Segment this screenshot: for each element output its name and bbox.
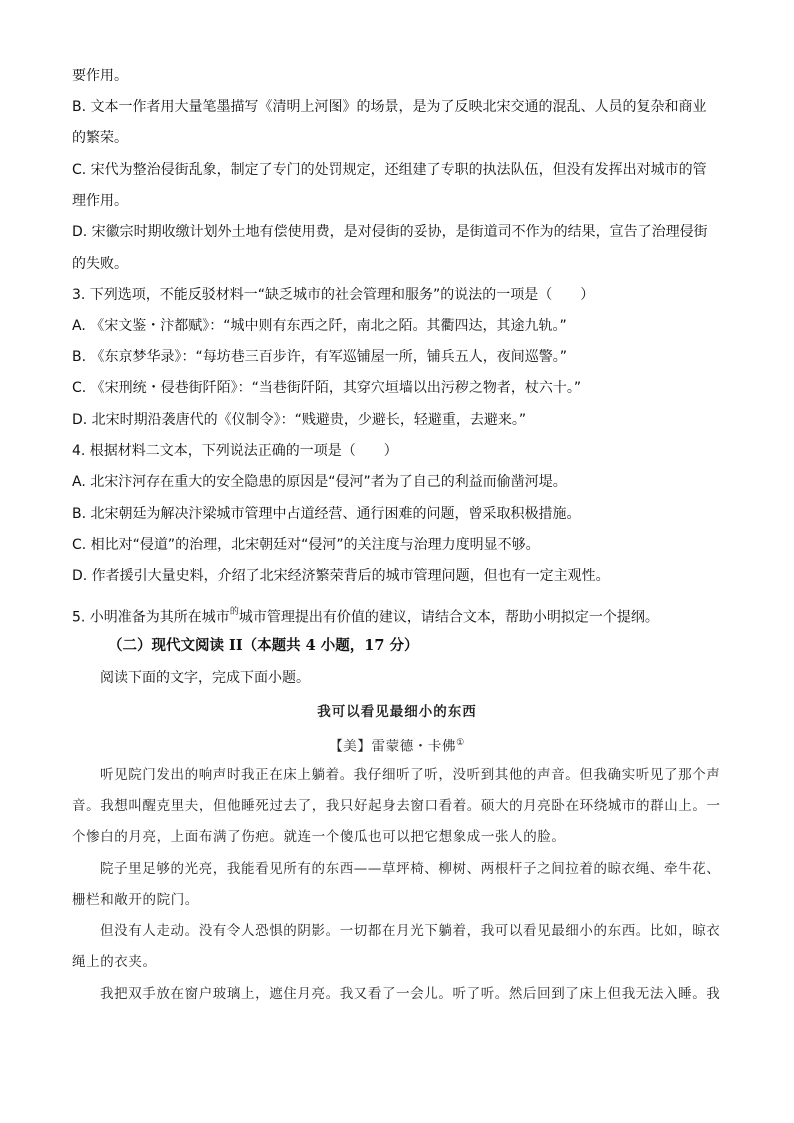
q5-text-after: 城市管理提出有价值的建议，请结合文本，帮助小明拟定一个提纲。 (238, 609, 659, 626)
story-author-note: ① (456, 738, 465, 748)
section2-heading: （二）现代文阅读 II（本题共 4 小题，17 分） (108, 637, 419, 654)
story-author (0, 733, 794, 757)
q3-option-a: A. 《宋文鉴・汴都赋》：“城中则有东西之阡，南北之陌。其衢四达，其途九轨。” (72, 318, 567, 334)
story-p1-line3: 个惨白的月亮，上面布满了伤疤。就连一个傻瓜也可以把它想象成一张人的脸。 (72, 829, 566, 845)
q3-option-d: D. 北宋时期沿袭唐代的《仪制令》：“贱避贵，少避长，轻避重，去避来。” (72, 412, 527, 428)
q3-option-c: C. 《宋刑统・侵巷街阡陌》：“当巷街阡陌，其穿穴垣墙以出污秽之物者，杖六十。” (72, 380, 582, 396)
q5-question (72, 604, 659, 628)
q5-de-mark: 的 (229, 607, 239, 617)
story-p1-line1: 听见院门发出的响声时我正在床上躺着。我仔细听了听，没听到其他的声音。但我确实听见了那个声 (100, 767, 721, 783)
q2-option-a-continuation: 要作用。 (72, 68, 128, 84)
q2-option-b-line1: B. 文本一作者用大量笔墨描写《清明上河图》的场景，是为了反映北宋交通的混乱、人员的复杂和商业 (72, 99, 707, 115)
story-p3-line1: 但没有人走动。没有令人恐惧的阴影。一切都在月光下躺着，我可以看见最细小的东西。比如，晾衣 (100, 923, 721, 939)
story-author-name: 【美】雷蒙德・卡佛 (329, 738, 457, 755)
story-p2-line1: 院子里足够的光亮，我能看见所有的东西——草坪椅、柳树、两根杆子之间拉着的晾衣绳、牵牛花、 (100, 861, 721, 877)
q2-option-c-line2: 理作用。 (72, 193, 128, 209)
section2-instruction: 阅读下面的文字，完成下面小题。 (100, 670, 310, 686)
q5-text-before: 5. 小明准备为其所在城市 (72, 609, 230, 626)
q2-option-c-line1: C. 宋代为整治侵街乱象，制定了专门的处罚规定，还组建了专职的执法队伍，但没有发挥出对城市的管 (72, 162, 707, 178)
q3-stem: 3. 下列选项，不能反驳材料一“缺乏城市的社会管理和服务”的说法的一项是（ ） (72, 287, 595, 303)
story-p4-line1: 我把双手放在窗户玻璃上，遮住月亮。我又看了一会儿。听了听。然后回到了床上但我无法入睡。我 (100, 986, 721, 1002)
story-p1-line2: 音。我想叫醒克里夫，但他睡死过去了，我只好起身去窗口看着。硕大的月亮卧在环绕城市的群山上。一 (72, 798, 721, 814)
q4-option-c: C. 相比对“侵道”的治理，北宋朝廷对“侵河”的关注度与治理力度明显不够。 (72, 537, 540, 553)
q4-stem: 4. 根据材料二文本，下列说法正确的一项是（ ） (72, 443, 398, 459)
q3-option-b: B. 《东京梦华录》：“每坊巷三百步许，有军巡铺屋一所，铺兵五人，夜间巡警。” (72, 349, 568, 365)
story-p3-line2: 绳上的衣夹。 (72, 954, 157, 970)
q4-option-a: A. 北宋汴河存在重大的安全隐患的原因是“侵河”者为了自己的利益而偷凿河堤。 (72, 474, 567, 490)
story-p2-line2: 栅栏和敞开的院门。 (72, 892, 199, 908)
story-title: 我可以看见最细小的东西 (317, 704, 477, 720)
q4-option-b: B. 北宋朝廷为解决汴梁城市管理中占道经营、通行困难的问题，曾采取积极措施。 (72, 506, 581, 522)
q2-option-b-line2: 的繁荣。 (72, 130, 128, 146)
q2-option-d-line1: D. 宋徽宗时期收缴计划外土地有偿使用费，是对侵街的妥协，是街道司不作为的结果，宣告了治理侵街 (72, 224, 708, 240)
q2-option-d-line2: 的失败。 (72, 256, 128, 272)
q4-option-d: D. 作者援引大量史料，介绍了北宋经济繁荣背后的城市管理问题，但也有一定主观性。 (72, 568, 610, 584)
